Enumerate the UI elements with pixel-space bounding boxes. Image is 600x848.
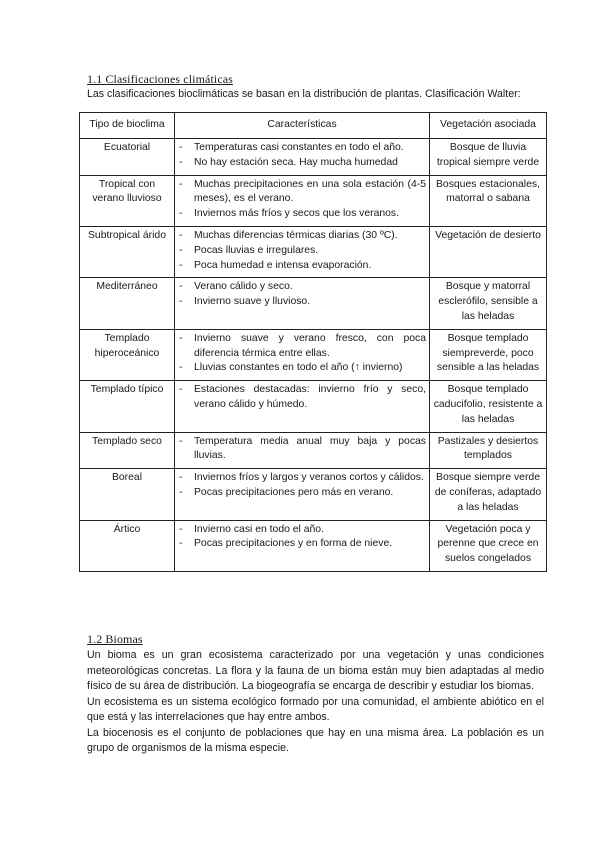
row-vegetation: Bosque templado caducifolio, resistente a las heladas [430,381,547,432]
feature-item: - Invierno casi en todo el año. [178,523,426,538]
table-row [80,329,547,380]
intro-text: Las clasificaciones bioclimáticas se basan en la distribución de plantas. Clasificación Walter: [87,88,521,100]
paragraph: Un bioma es un gran ecosistema caracterizado por una vegetación y unas condiciones meteorológicas concretas. La flora y la fauna de un bioma están muy bien adaptadas al medio físico de su área de distribución. La biogeografía se encarga de describir y estudiar los biomas. [87,649,544,692]
row-vegetation: Bosque siempre verde de coníferas, adaptado a las heladas [430,469,547,520]
feature-item: - Invierno suave y verano fresco, con poca diferencia térmica entre ellas. [178,332,426,362]
row-type: Boreal [80,469,175,520]
row-features [175,432,430,469]
row-vegetation: Bosque templado siempreverde, poco sensible a las heladas [430,329,547,380]
feature-item: - Pocas precipitaciones y en forma de nieve. [178,537,426,552]
row-features [175,278,430,329]
feature-item: - Verano cálido y seco. [178,280,426,295]
row-type: Templado hiperoceánico [80,329,175,380]
row-type: Templado típico [80,381,175,432]
row-vegetation: Vegetación de desierto [430,226,547,277]
feature-item: - Lluvias constantes en todo el año (↑ invierno) [178,361,426,376]
feature-item: - No hay estación seca. Hay mucha humedad [178,156,426,171]
row-vegetation: Bosque y matorral esclerófilo, sensible a las heladas [430,278,547,329]
feature-item: - Temperatura media anual muy baja y pocas lluvias. [178,435,426,465]
row-type: Subtropical árido [80,226,175,277]
feature-item: - Inviernos más fríos y secos que los veranos. [178,207,426,222]
paragraph: Un ecosistema es un sistema ecológico formado por una comunidad, el ambiente abiótico en el que está y las interrelaciones que hay entre ambos. [87,695,544,723]
row-vegetation: Bosque de lluvia tropical siempre verde [430,139,547,176]
row-features [175,175,430,226]
table-row [80,469,547,520]
row-vegetation: Pastizales y desiertos templados [430,432,547,469]
row-type: Ecuatorial [80,139,175,176]
climate-table [79,112,547,572]
section-title-biomes: 1.2 Biomas [87,632,143,646]
feature-item: - Invierno suave y lluvioso. [178,295,426,310]
paragraph: La biocenosis es el conjunto de poblaciones que hay en una misma área. La población es un grupo de organismos de la misma especie. [87,726,544,754]
row-features [175,139,430,176]
header-features: Características [175,113,430,139]
row-type: Templado seco [80,432,175,469]
row-type: Tropical con verano lluvioso [80,175,175,226]
header-vegetation: Vegetación asociada [430,113,547,139]
feature-item: - Temperaturas casi constantes en todo el año. [178,141,426,156]
feature-item: - Muchas precipitaciones en una sola estación (4-5 meses), es el verano. [178,178,426,208]
feature-item: - Muchas diferencias térmicas diarias (30 ºC). [178,229,426,244]
table-row [80,432,547,469]
feature-item: - Inviernos fríos y largos y veranos cortos y cálidos. [178,471,426,486]
row-features [175,381,430,432]
row-features [175,469,430,520]
table-header-row [80,113,547,139]
row-type: Mediterráneo [80,278,175,329]
header-type: Tipo de bioclima [80,113,175,139]
feature-item: - Poca humedad e intensa evaporación. [178,259,426,274]
biomes-body [87,648,544,757]
table-row [80,139,547,176]
row-features [175,226,430,277]
row-type: Ártico [80,520,175,571]
feature-item: - Estaciones destacadas: invierno frío y seco, verano cálido y húmedo. [178,383,426,413]
row-features [175,520,430,571]
feature-item: - Pocas precipitaciones pero más en verano. [178,486,426,501]
section-title-climate: 1.1 Clasificaciones climáticas [87,72,233,86]
feature-item: - Pocas lluvias e irregulares. [178,244,426,259]
table-row [80,175,547,226]
row-features [175,329,430,380]
table-row [80,381,547,432]
row-vegetation: Vegetación poca y perenne que crece en suelos congelados [430,520,547,571]
table-row [80,278,547,329]
table-row [80,226,547,277]
row-vegetation: Bosques estacionales, matorral o sabana [430,175,547,226]
table-row [80,520,547,571]
